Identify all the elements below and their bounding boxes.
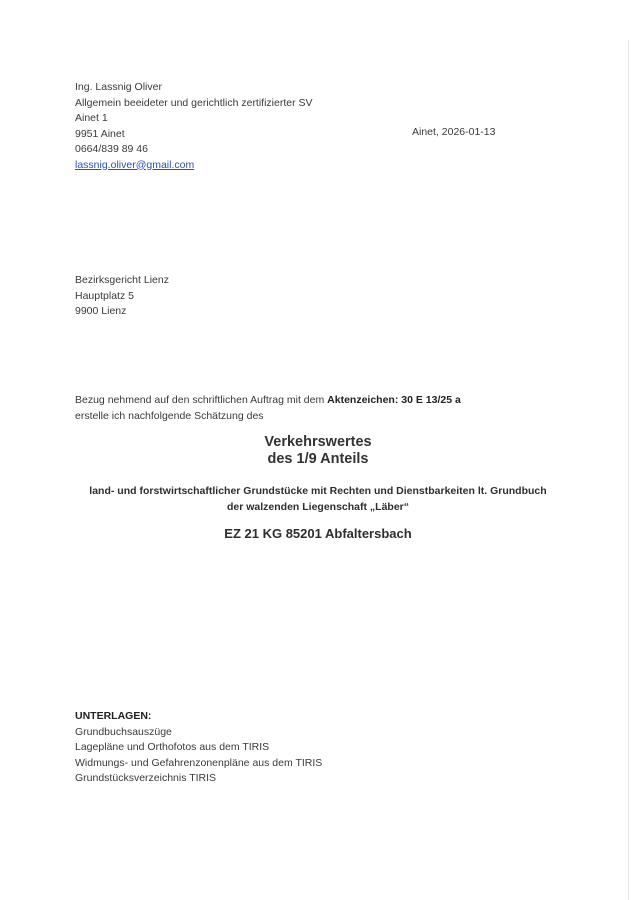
document-title: [0, 434, 636, 468]
sender-name: Ing. Lassnig Oliver: [75, 81, 162, 93]
subtitle-line-1: land- und forstwirtschaftlicher Grundstücke mit Rechten und Dienstbarkeiten lt. Grundbuch: [89, 485, 547, 497]
title-line-2: des 1/9 Anteils: [267, 451, 369, 467]
document-item: Lagepläne und Orthofotos aus dem TIRIS: [75, 741, 270, 753]
sender-phone: 0664/839 89 46: [75, 143, 148, 155]
document-item: Widmungs- und Gefahrenzonenpläne aus dem TIRIS: [75, 756, 323, 769]
case-number-value: 30 E 13/25 a: [398, 394, 461, 406]
sender-city: 9951 Ainet: [75, 127, 125, 140]
recipient-name: Bezirksgericht Lienz: [75, 274, 169, 286]
documents-heading: UNTERLAGEN:: [75, 710, 152, 722]
documents-section: [75, 709, 322, 787]
reference-prefix: Bezug nehmend auf den schriftlichen Auftrag mit dem: [75, 394, 328, 406]
document-item: Grundstücksverzeichnis TIRIS: [75, 772, 217, 784]
reference-paragraph: [75, 393, 461, 424]
recipient-block: [75, 273, 169, 320]
sender-street: Ainet 1: [75, 112, 108, 124]
scan-edge-line: [628, 40, 629, 900]
subtitle-line-2: der walzenden Liegenschaft „Läber“: [226, 500, 410, 513]
recipient-city: 9900 Lienz: [75, 305, 127, 317]
reference-line-2: erstelle ich nachfolgende Schätzung des: [75, 409, 264, 422]
title-line-1: Verkehrswertes: [264, 434, 372, 450]
case-number-label: Aktenzeichen:: [327, 394, 399, 406]
document-subtitle: [0, 484, 636, 515]
recipient-street: Hauptplatz 5: [75, 289, 134, 302]
sender-block: [75, 80, 313, 173]
date-line: Ainet, 2026-01-13: [412, 126, 496, 138]
sender-title: Allgemein beeideter und gerichtlich zertifizierter SV: [75, 96, 313, 109]
property-identifier: EZ 21 KG 85201 Abfaltersbach: [224, 526, 412, 541]
document-item: Grundbuchsauszüge: [75, 725, 172, 738]
sender-email-link[interactable]: lassnig.oliver@gmail.com: [75, 158, 195, 171]
